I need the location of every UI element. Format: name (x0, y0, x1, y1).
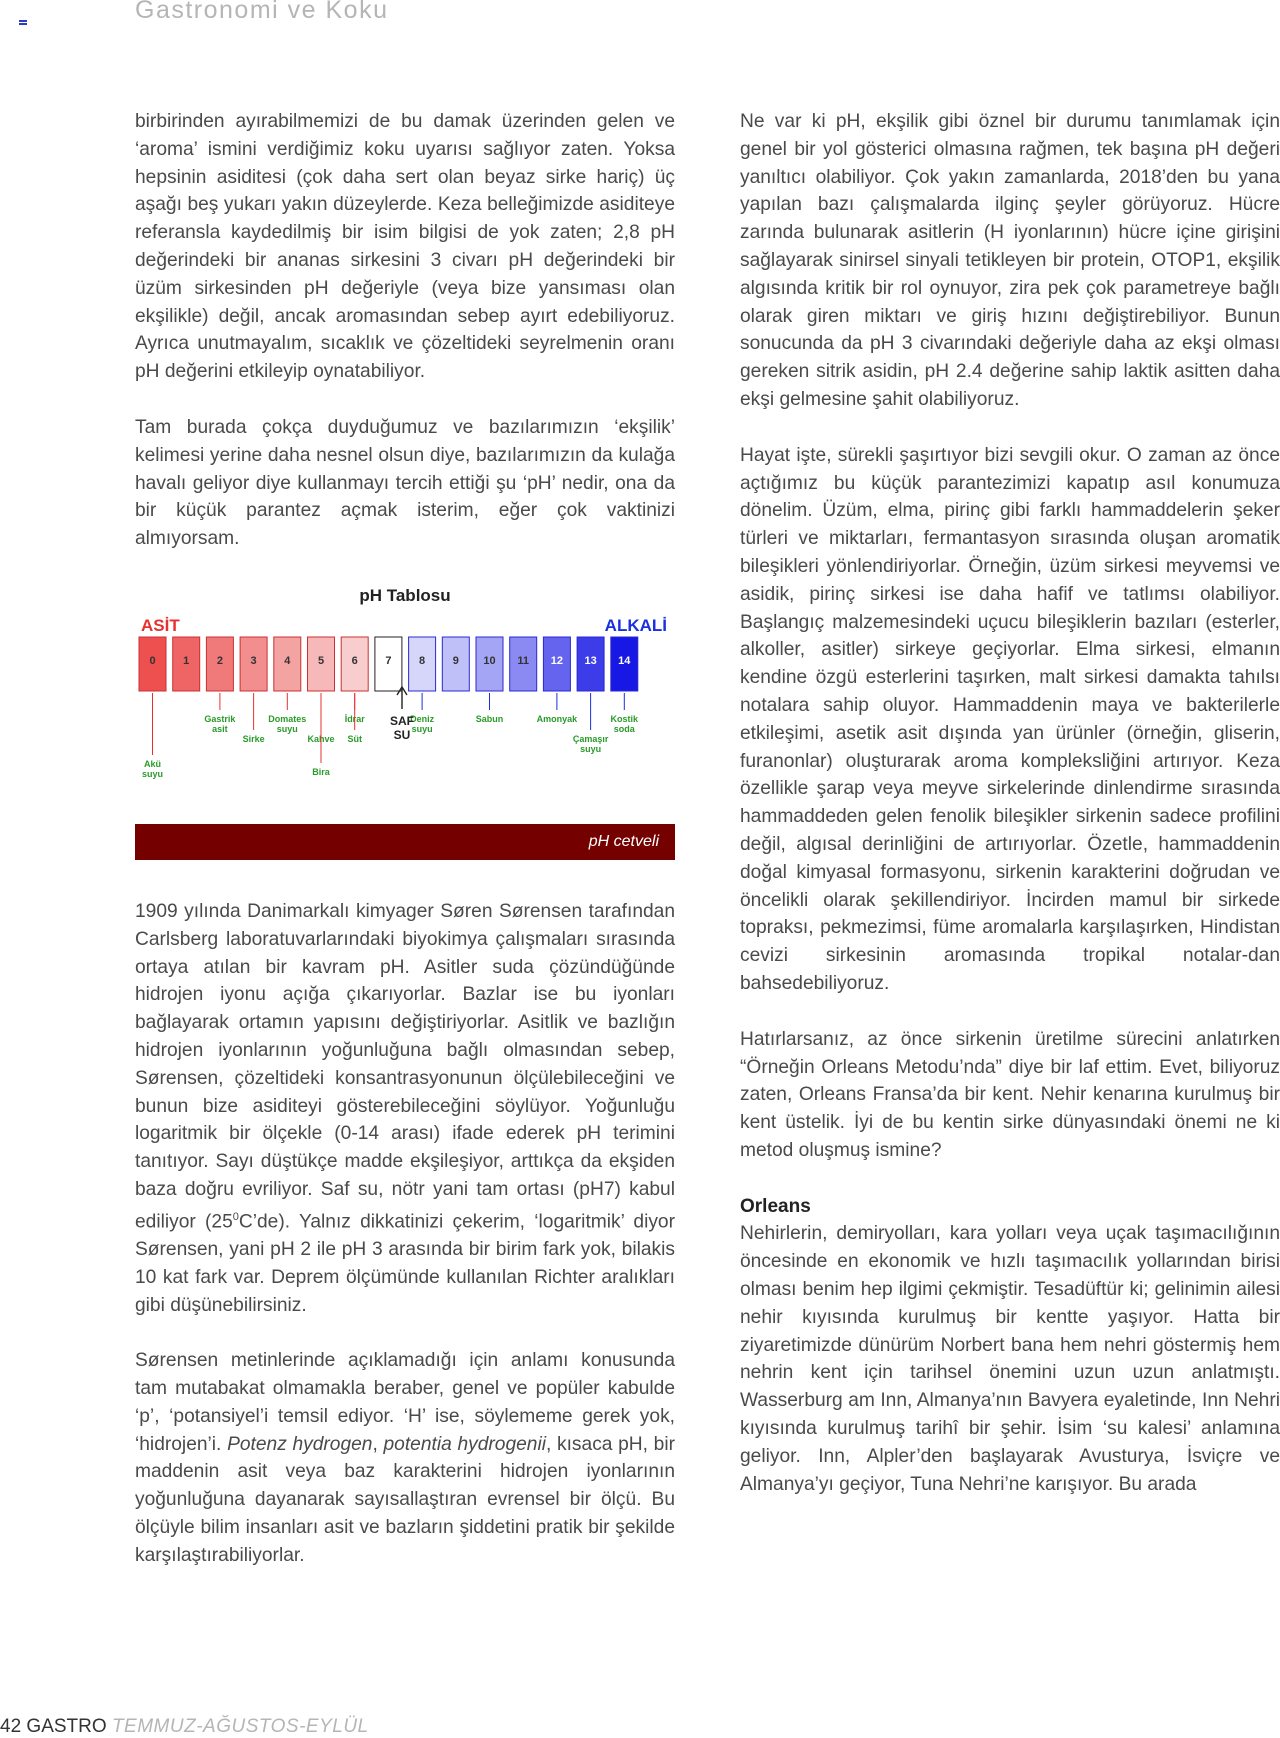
ph-substance-label: Kostik (610, 713, 639, 724)
ph-substance-labels (142, 693, 639, 779)
paragraph-text: , (372, 1433, 378, 1455)
page-number: 42 (0, 1716, 22, 1737)
pure-water-label: SAF (390, 713, 414, 728)
figure-caption: pH cetveli (588, 832, 659, 850)
ph-substance-label: İdrar (344, 713, 365, 724)
ph-cell-number: 9 (452, 654, 459, 667)
ph-chart-title: pH Tablosu (359, 585, 451, 605)
ph-substance-label: Deniz (410, 713, 435, 724)
ph-cell-number: 3 (250, 654, 257, 667)
ph-substance-label: Sirke (242, 733, 265, 744)
ph-cell-number: 0 (149, 654, 156, 667)
pure-water-marker (390, 687, 414, 742)
ph-cell-number: 12 (550, 654, 564, 667)
ph-substance-label: soda (613, 723, 635, 734)
paragraph: Hayat işte, sürekli şaşırtıyor bizi sevgili okur. O zaman az önce açtığımız bu küçük parantezimizi kapatıp asıl konumuza dönelim. Üzüm, elma, pirinç gibi farklı hammaddelerin şeker türleri ve miktarları, fermantasyon sırasında oluşan aromatik bileşikleri yönlendiriyorlar. Örneğin, üzüm sirkesi meyvemsi ve asidik, pirinç sirkesi ise daha hafif ve tatlımsı olabiliyor. Başlangıç malzemesindeki uçucu bileşiklerin bazıları (esterler, alkoller, asitler) sirkeye geçiyorlar. Elma sirkesi, elmanın kendine özgü esterlerini taşırken, malt sirkesi damakta tahılsı notalara sahip oluyor. Hammaddenin maya ve bakterilerle etkileşimi, asetik asit dışında yan ürünler (örneğin, gliserin, furanonlar) oluşturarak aroma kompleksliğini artırıyor. Keza özellikle şarap veya meyve sirkelerinde dinlendirme sırasında hammaddeden gelen fenolik bileşikler sirkenin sadece profilini değil, algısal derinliğini de artırıyorlar. Özetle, hammaddenin doğal kimyasal formasyonu, sirkenin karakterini doğrudan ve öncelikli olarak şekillendiriyor. İncirden mamul bir sirkede topraksı, pekmezimsi, füme aromalarla karşılaşırken, Hindistan cevizi sirkesinin aromasında tropikal notalar-dan bahsedebiliyoruz. (740, 444, 1280, 994)
ph-substance-label: Süt (347, 733, 362, 744)
section-heading: Orleans (740, 1195, 811, 1217)
issue-label: TEMMUZ-AĞUSTOS-EYLÜL (111, 1716, 369, 1737)
ph-cell-number: 14 (618, 654, 631, 667)
left-column (135, 108, 675, 1598)
italic-term: potentia hydrogenii (383, 1433, 546, 1455)
ph-substance-label: suyu (141, 768, 164, 779)
paragraph: birbirinden ayırabilmemizi de bu damak üzerinden gelen ve ‘aroma’ ismini verdiğimiz koku uyarısı sağlıyor zaten. Yoksa hepsinin asiditesi (çok daha sert olan beyaz sirke hariç) üç aşağı beş yukarı yakın düzeylerde. Keza belleğimizde asiditeye referansla kaydedilmiş bir isim bilgisi de yok zaten; 2,8 pH değerindeki bir ananas sirkesini 3 civarı pH değerindeki bir üzüm sirkesinden pH değeriyle (veya bize yansıması olan ekşilikle) değil, ancak aromasından sebep ayırt edebiliyoruz. Ayrıca unutmayalım, sıcaklık ve çözeltideki seyrelmenin oranı pH değerini etkileyip oynatabiliyor. (135, 111, 675, 383)
right-column (740, 108, 1280, 1498)
alkali-label: ALKALİ (604, 615, 667, 635)
paragraph (135, 898, 675, 1319)
paragraph-text: 1909 yılında Danimarkalı kimyager Søren Sørensen tarafından Carlsberg laboratuvarlarındaki biyokimya çalışmaları sırasında ortaya atılan bir kavram pH. Asitler suda çözündüğünde hidrojen iyonu açığa çıkarıyorlar. Bazlar ise bu iyonları bağlayarak ortamın yapısını değiştiriyorlar. Asitlik ve bazlığın hidrojen iyonlarının yoğunluğuna bağlı olmasından sebep, Sørensen, çözeltideki konsantrasyonunun ölçülebileceğini ve bunun bize asiditeyi gösterebileceğini söylüyor. Yoğunluğu logaritmik bir ölçekle (0-14 arası) ifade ederek pH terimini tanıtıyor. Sayı düştükçe madde ekşileşiyor, arttıkça da ekşiden baza doğru evriliyor. Saf su, nötr yani tam ortası (pH7) kabul ediliyor (25 (135, 900, 675, 1233)
italic-term: Potenz hydrogen (227, 1433, 373, 1455)
paragraph: Tam burada çokça duyduğumuz ve bazılarımızın ‘ekşilik’ kelimesi yerine daha nesnel olsun diye, bazılarımızın da kulağa havalı geliyor diye kullanmayı tercih ettiği şu ‘pH’ nedir, ona da bir küçük parantez açmak isterim, eğer çok vaktinizi almıyorsam. (135, 416, 675, 550)
paragraph: Nehirlerin, demiryolları, kara yolları veya uçak taşımacılığının öncesinde en ekonomik ve hızlı taşımacılık yollarından birisi olması benim hep ilgimi çekmiştir. Tesadüftür ki; gelinimin ailesi nehir kıyısında kurulmuş bir kentte yaşıyor. Hatta bir ziyaretimizde dünürüm Norbert bana hem nehri göstermiş hem nehrin kent için tarihsel önemini uzun uzun anlatmıştı. Wasserburg am Inn, Almanya’nın Bavyera eyaletinde, Inn Nehri kıyısında kurulmuş tarihî bir şehir. İsim ‘su kalesi’ anlamına geliyor. Inn, Alpler’den başlayarak Avusturya, İsviçre ve Almanya’yı geçiyor, Tuna Nehri’ne karışıyor. Bu arada (740, 1223, 1280, 1495)
ph-substance-label: Gastrik (204, 713, 236, 724)
acid-label: ASİT (141, 615, 180, 635)
ph-cell-number: 8 (419, 654, 426, 667)
magazine-name: GASTRO (26, 1716, 107, 1737)
ph-substance-label: suyu (276, 723, 298, 734)
ph-substance-label: Sabun (475, 713, 504, 724)
ph-substance-label: Kahve (307, 733, 335, 744)
paragraph (135, 1347, 675, 1569)
paragraph-text: , kısaca pH, bir maddenin asit veya baz karakterini hidrojen iyonlarının yoğunluğuna dayanarak sayısallaştıran evrensel bir ölçü. Bu ölçüyle bilim insanları asit ve bazların şiddetini pratik bir şekilde karşılaştırabiliyorlar. (135, 1433, 675, 1566)
ph-substance-label: Akü (143, 758, 162, 769)
ph-scale-cells (139, 637, 638, 691)
ph-cell-number: 1 (183, 654, 190, 667)
ph-substance-label: Domates (268, 713, 307, 724)
pure-water-label: SU (393, 727, 411, 742)
header-logo-mark (19, 20, 27, 26)
ph-substance-label: Amonyak (536, 713, 578, 724)
superscript: 0 (232, 1210, 239, 1223)
section-title: Gastronomi ve Koku (135, 0, 389, 24)
ph-cell-number: 11 (517, 654, 530, 667)
ph-chart-figure (135, 577, 675, 822)
ph-substance-label: asit (212, 723, 228, 734)
ph-substance-label: suyu (580, 743, 602, 754)
ph-cell-number: 4 (284, 654, 291, 667)
paragraph-text: C’de). Yalnız dikkatinizi çekerim, ‘logaritmik’ diyor Sørensen, yani pH 2 ile pH 3 arasında bir birim fark yok, bilakis 10 kat fark var. Deprem ölçümünde kullanılan Richter aralıkları gibi düşünebilirsiniz. (135, 1211, 675, 1316)
ph-cell-number: 10 (483, 654, 496, 667)
ph-substance-label: Bira (312, 766, 330, 777)
paragraph: Ne var ki pH, ekşilik gibi öznel bir durumu tanımlamak için genel bir yol gösterici olmasına rağmen, tek başına pH değeri yanıltıcı olabiliyor. Çok yakın zamanlarda, 2018’den bu yana yapılan bazı çalışmalarda ilginç şeyler görüyoruz. Hücre zarında bulunarak asitlerin (H iyonlarının) hücre içine girişini sağlayarak sinirsel sinyali tetikleyen bir protein, OTOP1, ekşilik algısında kritik bir rol oynuyor, zira pek çok parametreye bağlı olarak giren miktarı ve giriş hızını değiştirebiliyor. Bunun sonucunda da pH 3 civarındaki değeriyle daha az ekşi olması gereken sitrik asidin, pH 2.4 değerine sahip laktik asitten daha ekşi gelmesine şahit olabiliyoruz. (740, 111, 1280, 410)
ph-cell-number: 5 (317, 654, 325, 667)
ph-cell-number: 2 (216, 654, 223, 667)
ph-cell-number: 6 (351, 654, 358, 667)
ph-cell-number: 7 (385, 654, 392, 667)
paragraph-text: Sørensen metinlerinde açıklamadığı için anlamı konusunda tam mutabakat olmamakla beraber, genel ve popüler kabulde ‘p’, ‘potansiyel’i temsil ediyor. ‘H’ ise, söylememe gerek yok, ‘hidrojen’i. (135, 1350, 675, 1455)
figure-caption-bar (135, 824, 675, 860)
ph-substance-label: suyu (411, 723, 433, 734)
paragraph: Hatırlarsanız, az önce sirkenin üretilme sürecini anlatırken “Örneğin Orleans Metodu’nda” diye bir laf ettim. Evet, biliyoruz zaten, Orleans Fransa’da bir kent. Nehir kenarına kurulmuş bir kent üstelik. İyi de bu kentin sirke dünyasındaki önemi ne ki metod oluşmuş ismine? (740, 1028, 1280, 1161)
ph-cell-number: 13 (584, 654, 597, 667)
ph-scale-chart (135, 577, 675, 822)
page-footer (0, 1716, 369, 1738)
ph-substance-label: Çamaşır (572, 733, 609, 744)
